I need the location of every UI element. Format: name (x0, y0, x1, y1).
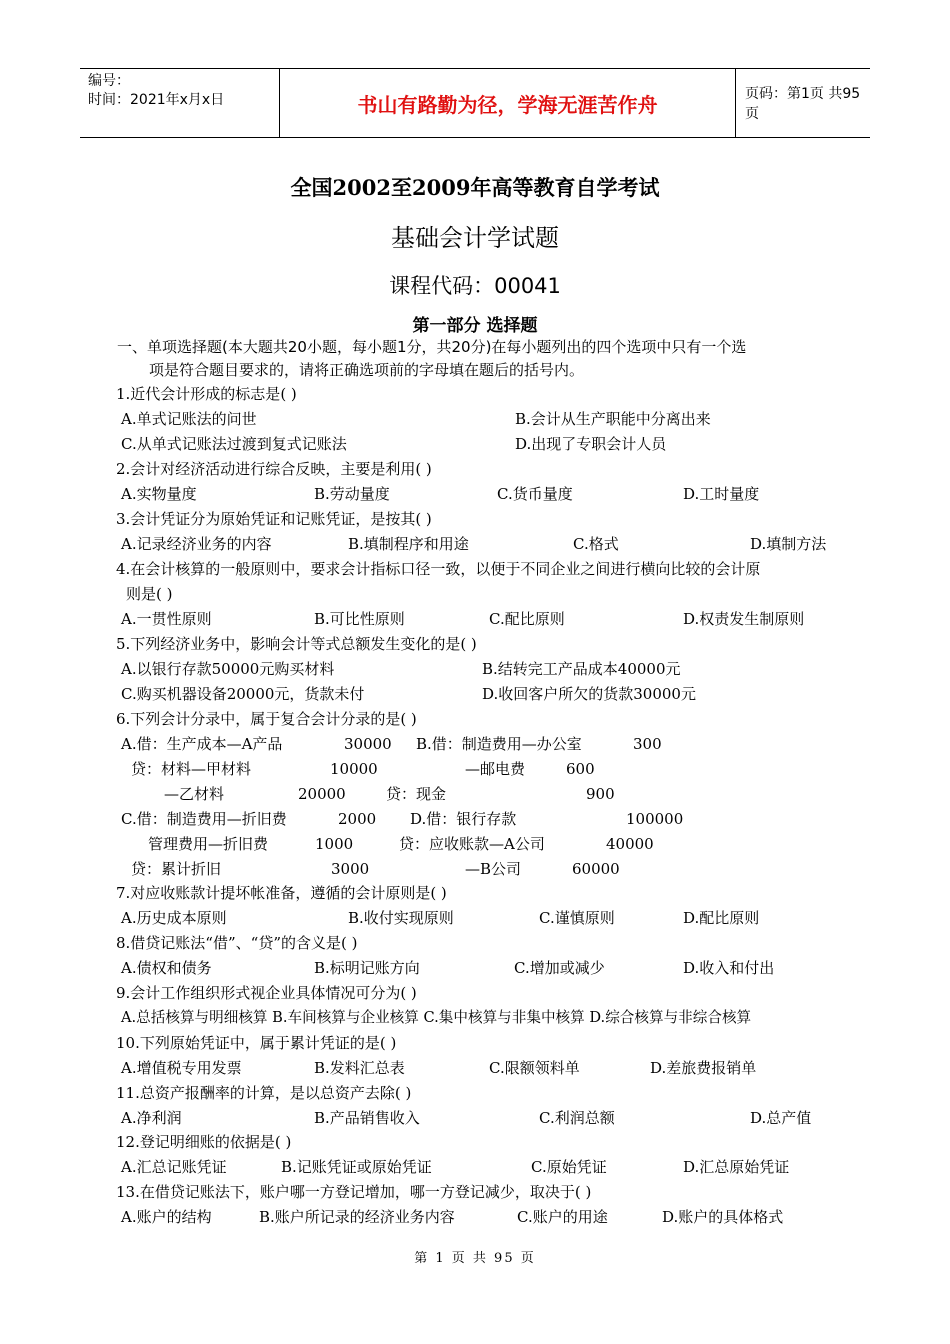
question-stem: 12.登记明细账的依据是( ) (116, 1133, 292, 1151)
option: B.账户所记录的经济业务内容 (259, 1208, 455, 1226)
header-table (80, 68, 870, 138)
option: A.汇总记账凭证 (121, 1158, 227, 1176)
option: C.账户的用途 (517, 1208, 608, 1226)
option: B.填制程序和用途 (348, 535, 469, 553)
option: C.增加或减少 (514, 959, 605, 977)
option: A.账户的结构 (121, 1208, 212, 1226)
page-info: 页码：第1页 共95页 (745, 86, 861, 122)
option: B.标明记账方向 (314, 959, 420, 977)
option: A.单式记账法的问世 (121, 410, 257, 428)
entry-account: —邮电费 (465, 760, 526, 778)
option: D.填制方法 (750, 535, 827, 553)
question-stem: 11.总资产报酬率的计算，是以总资产去除( ) (116, 1084, 412, 1102)
entry-amount: 1000 (315, 835, 354, 853)
question-stem: 9.会计工作组织形式视企业具体情况可分为( ) (116, 984, 417, 1002)
entry-account: 贷：应收账款—A公司 (399, 835, 545, 853)
entry-amount: 300 (633, 735, 662, 753)
option: B.记账凭证或原始凭证 (281, 1158, 432, 1176)
question-stem: 6.下列会计分录中，属于复合会计分录的是( ) (116, 710, 417, 728)
option: D.权责发生制原则 (683, 610, 805, 628)
option: A.净利润 (121, 1109, 182, 1127)
option: B.会计从生产职能中分离出来 (515, 410, 711, 428)
entry-account: 贷：累计折旧 (131, 860, 222, 878)
part-title: 第一部分 选择题 (412, 316, 538, 336)
subject-title: 基础会计学试题 (391, 224, 559, 252)
entry-account: D.借：银行存款 (410, 810, 517, 828)
question-stem: 3.会计凭证分为原始凭证和记账凭证，是按其( ) (116, 510, 432, 528)
option: B.产品销售收入 (314, 1109, 420, 1127)
option: D.差旅费报销单 (650, 1059, 757, 1077)
entry-account: A.借：生产成本—A产品 (121, 735, 283, 753)
question-stem: 4.在会计核算的一般原则中，要求会计指标口径一致，以便于不同企业之间进行横向比较的会计原 (116, 560, 761, 578)
entry-account: B.借：制造费用—办公室 (416, 735, 582, 753)
option: D.出现了专职会计人员 (515, 435, 667, 453)
option: C.从单式记账法过渡到复式记账法 (121, 435, 347, 453)
instructions-line-2: 项是符合题目要求的，请将正确选项前的字母填在题后的括号内。 (149, 361, 585, 379)
question-stem: 7.对应收账款计提坏帐准备，遵循的会计原则是( ) (116, 884, 447, 902)
option: C.利润总额 (539, 1109, 615, 1127)
option: C.配比原则 (489, 610, 565, 628)
entry-amount: 10000 (330, 760, 378, 778)
option: D.总产值 (750, 1109, 812, 1127)
entry-amount: 100000 (626, 810, 684, 828)
motto: 书山有路勤为径，学海无涯苦作舟 (280, 69, 736, 137)
option: A.记录经济业务的内容 (121, 535, 272, 553)
option: A.实物量度 (121, 485, 197, 503)
option: A.增值税专用发票 (121, 1059, 242, 1077)
question-stem: 13.在借贷记账法下，账户哪一方登记增加，哪一方登记减少，取决于( ) (116, 1183, 592, 1201)
page-footer: 第 1 页 共 95 页 (414, 1251, 536, 1266)
option: B.劳动量度 (314, 485, 390, 503)
options-row: A.总括核算与明细核算 B.车间核算与企业核算 C.集中核算与非集中核算 D.综合核算与非综合核算 (121, 1009, 752, 1026)
header-meta (80, 69, 280, 137)
option: B.收付实现原则 (348, 909, 454, 927)
question-stem: 1.近代会计形成的标志是( ) (116, 385, 297, 403)
option: D.收回客户所欠的货款30000元 (482, 685, 696, 703)
section-instructions (117, 336, 847, 382)
entry-account: 贷：现金 (386, 785, 447, 803)
option: A.一贯性原则 (121, 610, 212, 628)
instructions-line-1: 一、单项选择题(本大题共20小题，每小题1分，共20分)在每小题列出的四个选项中只有一个选 (117, 338, 747, 356)
option: C.货币量度 (497, 485, 573, 503)
option: C.限额领料单 (489, 1059, 580, 1077)
entry-account: 管理费用—折旧费 (148, 835, 269, 853)
entry-account: —乙材料 (164, 785, 225, 803)
question-stem-cont: 则是( ) (126, 585, 173, 603)
option: A.以银行存款50000元购买材料 (121, 660, 335, 678)
option: C.原始凭证 (531, 1158, 607, 1176)
option: D.收入和付出 (683, 959, 775, 977)
entry-amount: 900 (586, 785, 615, 803)
question-stem: 2.会计对经济活动进行综合反映，主要是利用( ) (116, 460, 432, 478)
option: D.配比原则 (683, 909, 760, 927)
entry-account: 贷：材料—甲材料 (131, 760, 252, 778)
exam-title: 全国2002至2009年高等教育自学考试 (290, 175, 660, 200)
option: D.汇总原始凭证 (683, 1158, 790, 1176)
question-stem: 8.借贷记账法“借”、“贷”的含义是( ) (116, 934, 358, 952)
entry-amount: 60000 (572, 860, 620, 878)
number-label: 编号： (88, 73, 130, 89)
option: D.账户的具体格式 (662, 1208, 784, 1226)
question-stem: 10.下列原始凭证中，属于累计凭证的是( ) (116, 1034, 397, 1052)
option: A.债权和债务 (121, 959, 212, 977)
option: C.格式 (573, 535, 619, 553)
entry-amount: 3000 (331, 860, 370, 878)
option: B.结转完工产品成本40000元 (482, 660, 681, 678)
option: C.谨慎原则 (539, 909, 615, 927)
option: B.可比性原则 (314, 610, 405, 628)
question-stem: 5.下列经济业务中，影响会计等式总额发生变化的是( ) (116, 635, 477, 653)
option: A.历史成本原则 (121, 909, 227, 927)
option: B.发料汇总表 (314, 1059, 405, 1077)
option: D.工时量度 (683, 485, 760, 503)
entry-amount: 20000 (298, 785, 346, 803)
entry-amount: 30000 (344, 735, 392, 753)
entry-account: —B公司 (465, 860, 522, 878)
option: C.购买机器设备20000元，货款未付 (121, 685, 365, 703)
entry-amount: 600 (566, 760, 595, 778)
entry-account: C.借：制造费用—折旧费 (121, 810, 287, 828)
time-label: 时间：2021年x月x日 (88, 92, 225, 108)
entry-amount: 2000 (338, 810, 377, 828)
entry-amount: 40000 (606, 835, 654, 853)
course-code: 课程代码：00041 (389, 274, 561, 298)
